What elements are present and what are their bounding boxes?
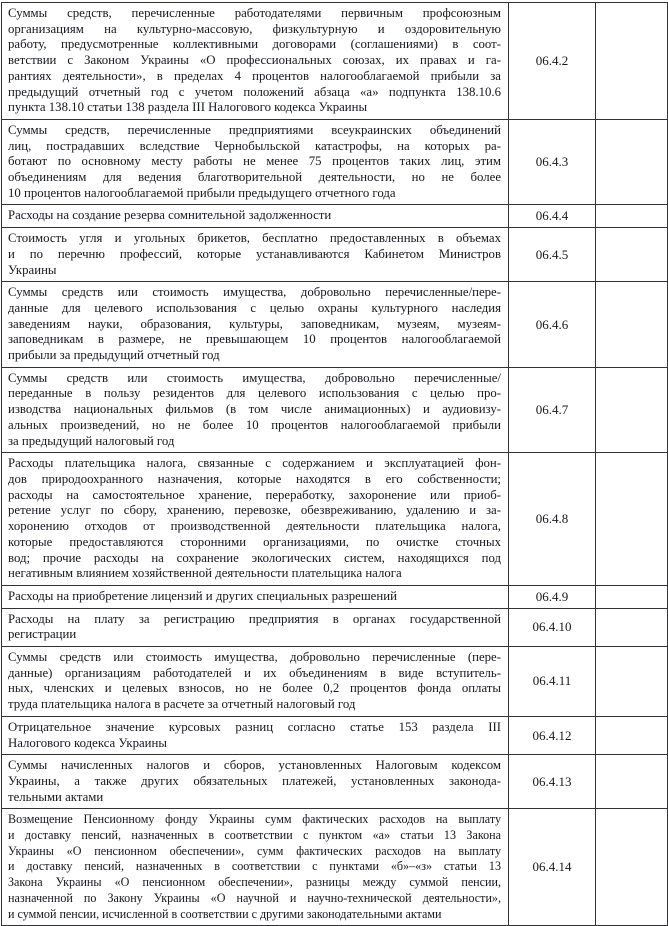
row-code: 06.4.2	[509, 3, 596, 120]
description-cell	[2, 647, 509, 717]
row-code: 06.4.7	[509, 367, 596, 453]
description-cell	[2, 3, 509, 120]
value-cell	[596, 205, 668, 228]
description-line: альных произведений, но не более 10 процентов налогооблагаемой прибыли	[8, 417, 501, 432]
description-line: Суммы средств или стоимость имущества, добровольно перечисленные (пере-	[8, 650, 501, 665]
row-code: 06.4.5	[509, 228, 596, 282]
description-line: и по перечню профессий, которые устанавливаются Кабинетом Министров	[8, 246, 501, 261]
description-line: расходы на самостоятельное хранение, переработку, захоронение или приоб-	[8, 487, 501, 502]
row-code: 06.4.8	[509, 453, 596, 586]
description-line: Закона Украины «О пенсионном обеспечении», разницы между суммой пенсии,	[8, 875, 501, 890]
value-cell	[596, 647, 668, 717]
description-line: Суммы начисленных налогов и сборов, установленных Налоговым кодексом	[8, 758, 501, 773]
description-cell	[2, 367, 509, 453]
description-line: негативным влиянием хозяйственной деятельности плательщика налога	[8, 566, 402, 581]
description-line: труда плательщика налога в расчете за отчетный налоговый год	[8, 697, 356, 712]
description-line: и доставку пенсий, назначенных в соответствии с пунктами «б»–«з» статьи 13	[8, 859, 501, 874]
row-code: 06.4.12	[509, 716, 596, 754]
description-line: назначенной по Закону Украины «О научной и научно-технической деятельности»,	[8, 890, 501, 905]
value-cell	[596, 119, 668, 205]
description-line: объединениям для ведения благотворительной деятельности, но не более	[8, 170, 501, 185]
value-cell	[596, 3, 668, 120]
value-cell	[596, 453, 668, 586]
description-line: ных, членских и целевых взносов, но не более 0,2 процентов фонда оплаты	[8, 681, 501, 696]
row-code: 06.4.4	[509, 205, 596, 228]
description-line: Стоимость угля и угольных брикетов, бесплатно предоставленных в объемах	[8, 231, 501, 246]
description-line: лиц, пострадавших вследствие Чернобыльской катастрофы, на которых ра-	[8, 138, 501, 153]
description-line: ретение услуг по сбору, хранению, перевозке, обезвреживанию, удалению и за-	[8, 503, 501, 518]
description-cell	[2, 282, 509, 368]
description-line: за предыдущий налоговый год	[8, 433, 175, 448]
description-line: данные) организациям работодателей и их объединениям в виде вступитель-	[8, 665, 501, 680]
description-line: и доставку пенсий, назначенных в соответствии с пунктом «а» статьи 13 Закона	[8, 828, 501, 843]
description-line: Расходы на приобретение лицензий и других специальных разрешений	[8, 588, 397, 603]
description-cell	[2, 119, 509, 205]
row-code: 06.4.13	[509, 755, 596, 809]
table-row	[2, 282, 668, 368]
row-code: 06.4.14	[509, 809, 596, 926]
description-line: регистрации	[8, 627, 77, 642]
description-line: тельными актами	[8, 789, 104, 804]
value-cell	[596, 228, 668, 282]
table-row	[2, 119, 668, 205]
description-line: Расходы плательщика налога, связанные с содержанием и эксплуатацией фон-	[8, 456, 501, 471]
description-line: Украины «О пенсионном обеспечении», сумм фактических расходов на выплату	[8, 843, 501, 858]
expenses-table	[1, 2, 668, 926]
description-line: организациям на культурно-массовую, физкультурную и оздоровительную	[8, 21, 501, 36]
description-line: пункта 138.10 статьи 138 раздела III Налогового кодекса Украины	[8, 100, 368, 115]
description-cell	[2, 755, 509, 809]
description-line: изводства национальных фильмов (в том числе анимационных) и аудиовизу-	[8, 402, 501, 417]
table-row	[2, 205, 668, 228]
value-cell	[596, 585, 668, 608]
description-line: данные для целевого использования с целью охраны культурного наследия	[8, 300, 501, 315]
row-code: 06.4.6	[509, 282, 596, 368]
value-cell	[596, 608, 668, 646]
description-line: хоронению отходов от производственной деятельности плательщика налога,	[8, 519, 501, 534]
description-line: заповедникам в размере, не превышающем 10 процентов налогооблагаемой	[8, 332, 501, 347]
description-line: Возмещение Пенсионному фонду Украины сумм фактических расходов на выплату	[8, 812, 501, 827]
description-line: дов природоохранного назначения, которые находятся в его собственности;	[8, 471, 501, 486]
table-row	[2, 453, 668, 586]
description-line: 10 процентов налогооблагаемой прибыли предыдущего отчетного года	[8, 185, 396, 200]
expenses-table-body	[2, 3, 668, 926]
table-row	[2, 755, 668, 809]
description-cell	[2, 608, 509, 646]
table-row	[2, 228, 668, 282]
table-row	[2, 367, 668, 453]
table-row	[2, 809, 668, 926]
description-line: Расходы на плату за регистрацию предприятия в органах государственной	[8, 611, 501, 626]
description-line: Суммы средств, перечисленные работодателями первичным профсоюзным	[8, 6, 501, 20]
row-code: 06.4.9	[509, 585, 596, 608]
description-line: Суммы средств или стоимость имущества, добровольно перечисленные/пере-	[8, 285, 501, 300]
description-line: Отрицательное значение курсовых разниц согласно статье 153 раздела III	[8, 719, 501, 734]
description-cell	[2, 809, 509, 926]
description-line: работу, предусмотренные коллективными договорами (соглашениями) в соот-	[8, 37, 501, 52]
table-row	[2, 647, 668, 717]
description-line: Суммы средств или стоимость имущества, добровольно перечисленные/	[8, 370, 501, 385]
description-line: Украины, а также других обязательных платежей, установленных законода-	[8, 773, 501, 788]
table-row	[2, 585, 668, 608]
description-line: которые предоставляются сторонними организациями, по очистке сточных	[8, 534, 501, 549]
description-cell	[2, 585, 509, 608]
description-line: переданные в пользу резидентов для целевого использования с целью про-	[8, 386, 501, 401]
description-line: вод; прочие расходы на сохранение экологических систем, находящихся под	[8, 550, 501, 565]
description-line: предыдущий отчетный год с учетом положений абзаца «а» подпункта 138.10.6	[8, 84, 501, 99]
table-row	[2, 3, 668, 120]
description-line: Суммы средств, перечисленные предприятиями всеукраинских объединений	[8, 122, 501, 137]
row-code: 06.4.3	[509, 119, 596, 205]
description-cell	[2, 205, 509, 228]
value-cell	[596, 755, 668, 809]
description-line: Налогового кодекса Украины	[8, 735, 167, 750]
row-code: 06.4.10	[509, 608, 596, 646]
description-cell	[2, 453, 509, 586]
description-line: и суммой пенсии, исчисленной в соответствии с другими законодательными актами	[8, 906, 442, 921]
description-line: ветствии с Законом Украины «О профессиональных союзах, их правах и га-	[8, 53, 501, 68]
description-line: ботают по основному месту работы не менее 75 процентов таких лиц, этим	[8, 154, 501, 169]
value-cell	[596, 716, 668, 754]
description-cell	[2, 716, 509, 754]
value-cell	[596, 367, 668, 453]
description-line: рантиях деятельности», в пределах 4 процентов налогооблагаемой прибыли за	[8, 68, 501, 83]
description-line: Украины	[8, 262, 57, 277]
table-row	[2, 608, 668, 646]
description-line: Расходы на создание резерва сомнительной задолженности	[8, 208, 332, 223]
table-row	[2, 716, 668, 754]
value-cell	[596, 809, 668, 926]
row-code: 06.4.11	[509, 647, 596, 717]
description-cell	[2, 228, 509, 282]
description-line: прибыли за предыдущий отчетный год	[8, 348, 220, 363]
description-line: заведениям науки, образования, культуры, заповедникам, музеям, музеям-	[8, 316, 501, 331]
value-cell	[596, 282, 668, 368]
